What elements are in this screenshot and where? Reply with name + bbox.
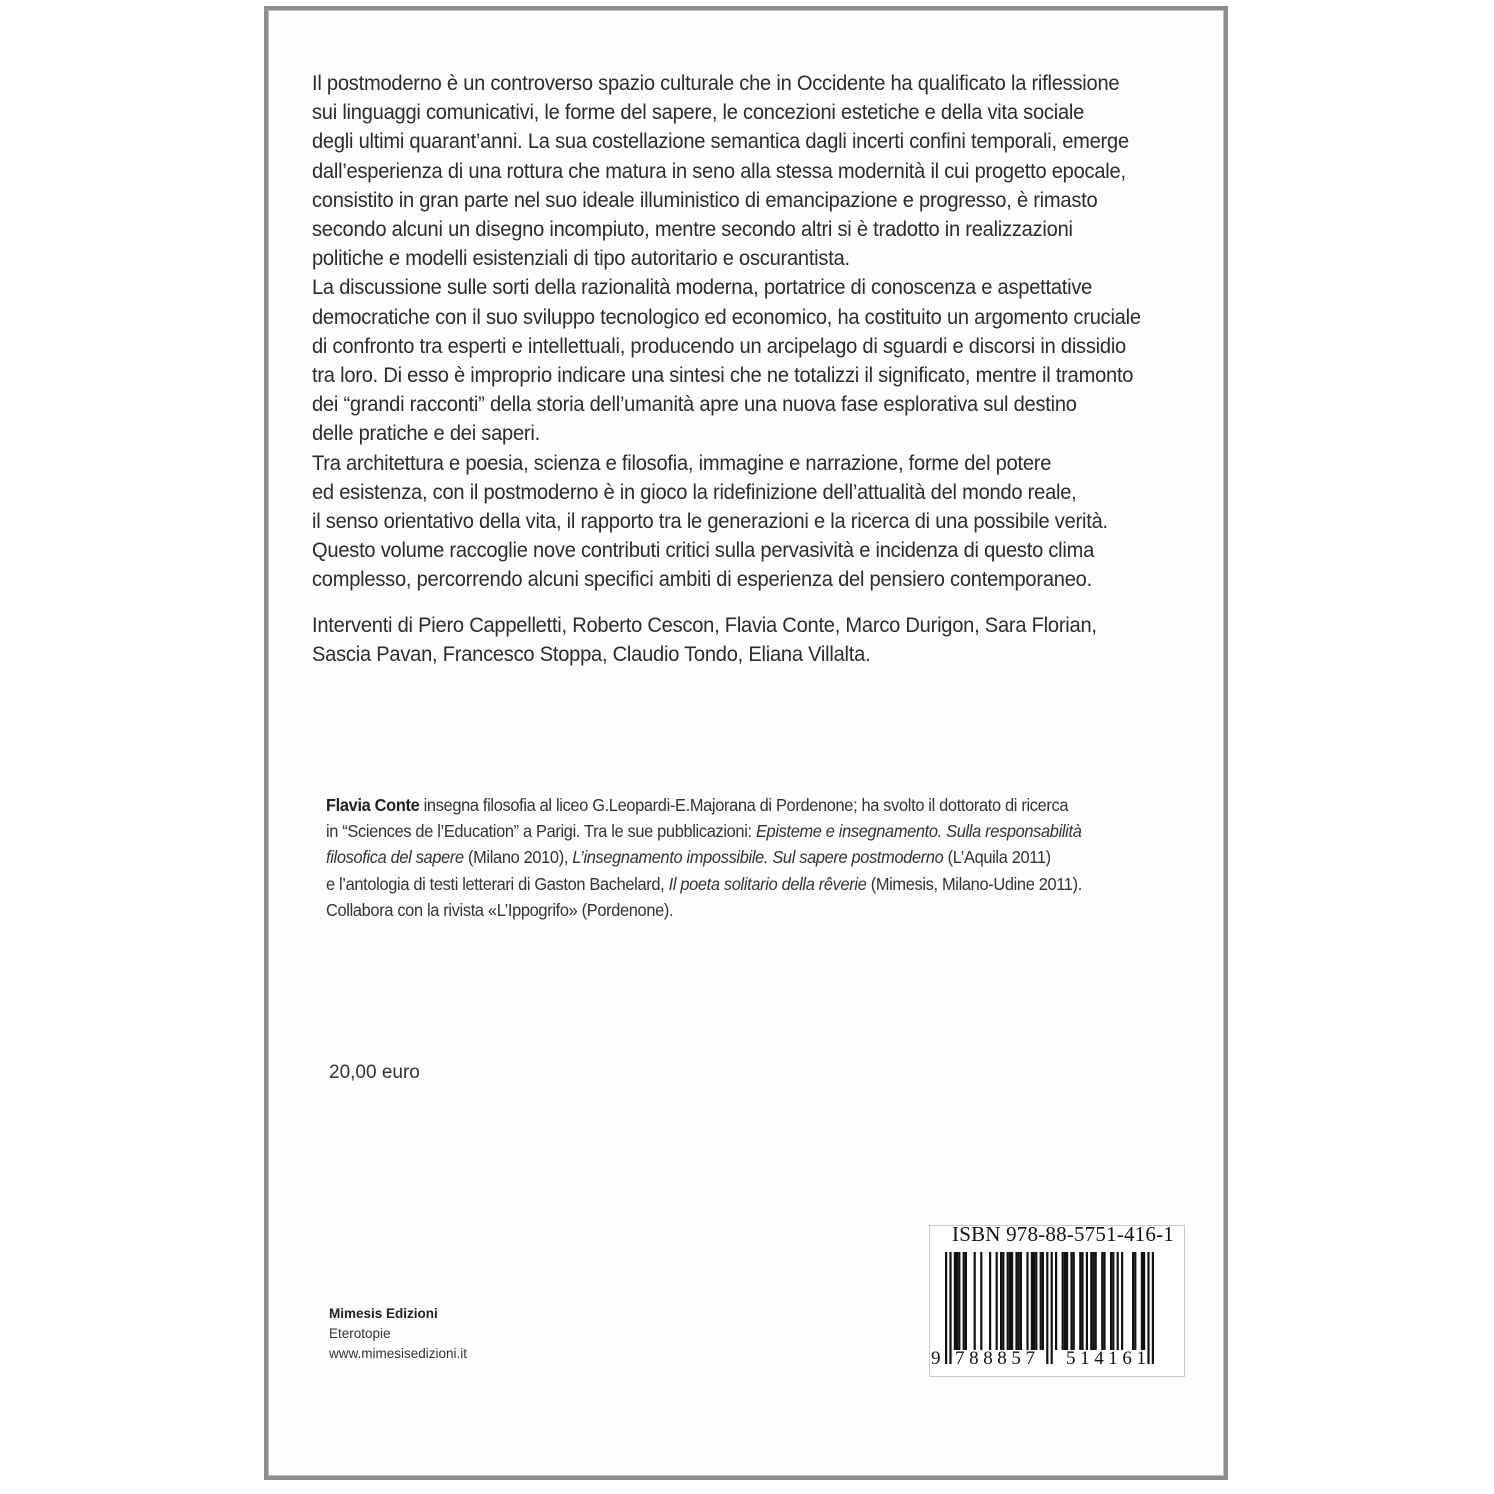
- barcode-bar: [1073, 1252, 1075, 1350]
- contributors-line: Sascia Pavan, Francesco Stoppa, Claudio Tondo, Eliana Villalta.: [312, 640, 871, 666]
- publisher-website: www.mimesisedizioni.it: [329, 1346, 468, 1361]
- publisher-info: [329, 1304, 467, 1364]
- barcode-bar: [1143, 1252, 1145, 1350]
- blurb-line: ed esistenza, con il postmoderno è in gioco la ridefinizione dell’attualità del mondo reale,: [312, 478, 1077, 504]
- barcode-bar: [1046, 1252, 1048, 1364]
- bio-text: (Milano 2010),: [463, 847, 573, 868]
- barcode-bar: [949, 1252, 951, 1364]
- blurb-line: dall’esperienza di una rottura che matura in seno alla stessa modernità il cui progetto epocale,: [312, 157, 1126, 183]
- barcode-bar: [1026, 1252, 1028, 1350]
- blurb-line: complesso, percorrendo alcuni specifici ambiti di esperienza del pensiero contemporaneo.: [312, 566, 1092, 592]
- barcode-bar: [1101, 1252, 1103, 1350]
- barcode-bar: [1020, 1252, 1022, 1350]
- barcode-bar: [1007, 1252, 1009, 1350]
- barcode-bar: [1095, 1252, 1097, 1350]
- barcode-bar: [954, 1252, 956, 1350]
- barcode-bar: [980, 1252, 982, 1350]
- blurb-line: La discussione sulle sorti della razionalità moderna, portatrice di conoscenza e aspettative: [312, 274, 1093, 300]
- ean-group-1: 788857: [955, 1348, 1040, 1369]
- barcode-bar: [1033, 1252, 1035, 1350]
- barcode-bar: [1066, 1252, 1068, 1350]
- author-bio: [326, 792, 1126, 923]
- barcode-bar: [1112, 1252, 1114, 1350]
- ean-group-2: 514161: [1066, 1348, 1151, 1369]
- barcode-bar: [1121, 1252, 1123, 1350]
- series-name: Eterotopie: [329, 1326, 391, 1341]
- barcode-bar: [1000, 1252, 1002, 1350]
- barcode-bar: [1070, 1252, 1072, 1350]
- barcode-bar: [1103, 1252, 1105, 1350]
- book-title: filosofica del sapere: [326, 847, 464, 868]
- barcode-bar: [1141, 1252, 1143, 1350]
- bio-line: [326, 792, 1126, 818]
- barcode-bar: [1042, 1252, 1044, 1350]
- barcode-bar: [1152, 1252, 1154, 1364]
- barcode-bar: [963, 1252, 965, 1350]
- blurb-line: democratiche con il suo sviluppo tecnologico ed economico, ha costituito un argomento cruciale: [312, 303, 1141, 329]
- barcode-bar: [1031, 1252, 1033, 1350]
- price: 20,00 euro: [329, 1062, 420, 1083]
- barcode-bar: [989, 1252, 991, 1350]
- blurb-line: delle pratiche e dei saperi.: [312, 420, 540, 446]
- paragraph-gap: [312, 594, 1112, 610]
- bio-line: [326, 818, 1126, 844]
- author-name: Flavia Conte: [326, 795, 420, 815]
- barcode-bar: [1055, 1252, 1057, 1350]
- barcode-bar: [1035, 1252, 1037, 1350]
- barcode-bar: [1090, 1252, 1092, 1350]
- barcode-bar: [1086, 1252, 1088, 1350]
- barcode-bar: [1117, 1252, 1119, 1350]
- barcode-bar: [958, 1252, 960, 1350]
- blurb-line: sui linguaggi comunicativi, le forme del sapere, le concezioni estetiche e della vita sociale: [312, 99, 1085, 125]
- barcode-bar: [1132, 1252, 1134, 1350]
- barcode-bar: [1009, 1252, 1011, 1350]
- book-title: L’insegnamento impossibile. Sul sapere postmoderno: [572, 847, 944, 868]
- barcode-bar: [1002, 1252, 1004, 1350]
- barcode-bar: [945, 1252, 947, 1364]
- barcode-bar: [1062, 1252, 1064, 1350]
- book-title: Episteme e insegnamento. Sulla responsabilità: [755, 821, 1082, 842]
- ean-first-digit: 9: [931, 1348, 946, 1369]
- isbn-label: ISBN 978-88-5751-416-1: [952, 1222, 1174, 1246]
- blurb-line: Il postmoderno è un controverso spazio culturale che in Occidente ha qualificato la riflessione: [312, 70, 1120, 95]
- book-title: Il poeta solitario della rêverie: [668, 873, 867, 894]
- blurb-line: tra loro. Di esso è improprio indicare una sintesi che ne totalizzi il significato, mentre il tramonto: [312, 362, 1134, 388]
- blurb-line: consistito in gran parte nel suo ideale illuministico di emancipazione e progresso, è rimasto: [312, 186, 1098, 212]
- barcode-bar: [956, 1252, 958, 1350]
- bio-text: e l’antologia di testi letterari di Gaston Bachelard,: [326, 873, 669, 894]
- blurb-line: di confronto tra esperti e intellettuali, producendo un arcipelago di sguardi e discorsi in dissidio: [312, 332, 1126, 358]
- barcode-bar: [1064, 1252, 1066, 1350]
- blurb-line: Questo volume raccoglie nove contributi critici sulla pervasività e incidenza di questo clima: [312, 537, 1095, 563]
- bio-text: (L’Aquila 2011): [943, 847, 1051, 868]
- barcode-bar: [1040, 1252, 1042, 1350]
- barcode-bar: [965, 1252, 967, 1350]
- blurb-line: Tra architettura e poesia, scienza e filosofia, immagine e narrazione, forme del potere: [312, 449, 1052, 475]
- barcode-bar: [1079, 1252, 1081, 1350]
- blurb-line: degli ultimi quarant’anni. La sua costellazione semantica dagli incerti confini temporali, emerge: [312, 128, 1129, 154]
- bio-line: [326, 871, 1126, 897]
- bio-text: insegna filosofia al liceo G.Leopardi-E.Majorana di Pordenone; ha svolto il dottorato di ricerca: [419, 795, 1069, 815]
- bio-text: in “Sciences de l’Education” a Parigi. Tra le sue pubblicazioni:: [326, 821, 756, 842]
- barcode-bar: [1092, 1252, 1094, 1350]
- publisher-name: Mimesis Edizioni: [329, 1306, 438, 1321]
- barcode-bar: [1110, 1252, 1112, 1350]
- barcode-bar: [996, 1252, 998, 1350]
- blurb-line: secondo alcuni un disegno incompiuto, mentre secondo altri si è tradotto in realizzazioni: [312, 216, 1073, 242]
- barcode-bar: [1011, 1252, 1013, 1350]
- barcode-bar: [974, 1252, 976, 1350]
- contributors-line: Interventi di Piero Cappelletti, Roberto Cescon, Flavia Conte, Marco Durigon, Sara Florian,: [312, 611, 1097, 637]
- blurb-line: dei “grandi racconti” della storia dell’umanità apre una nuova fase esplorativa sul destino: [312, 391, 1077, 417]
- blurb-line: politiche e modelli esistenziali di tipo autoritario e oscurantista.: [312, 245, 850, 271]
- barcode-bar: [1134, 1252, 1136, 1350]
- blurb-line: il senso orientativo della vita, il rapporto tra le generazioni e la ricerca di una possibile verità.: [312, 508, 1108, 534]
- barcode-bar: [1081, 1252, 1083, 1350]
- barcode-bar: [1015, 1252, 1017, 1350]
- bio-line: [326, 844, 1126, 870]
- bio-text: (Mimesis, Milano-Udine 2011).: [866, 873, 1082, 894]
- barcode-bar: [1018, 1252, 1020, 1350]
- bio-line: Collabora con la rivista «L’Ippogrifo» (Pordenone).: [326, 899, 674, 920]
- blurb-text: [312, 68, 1141, 668]
- barcode-bar: [1051, 1252, 1053, 1364]
